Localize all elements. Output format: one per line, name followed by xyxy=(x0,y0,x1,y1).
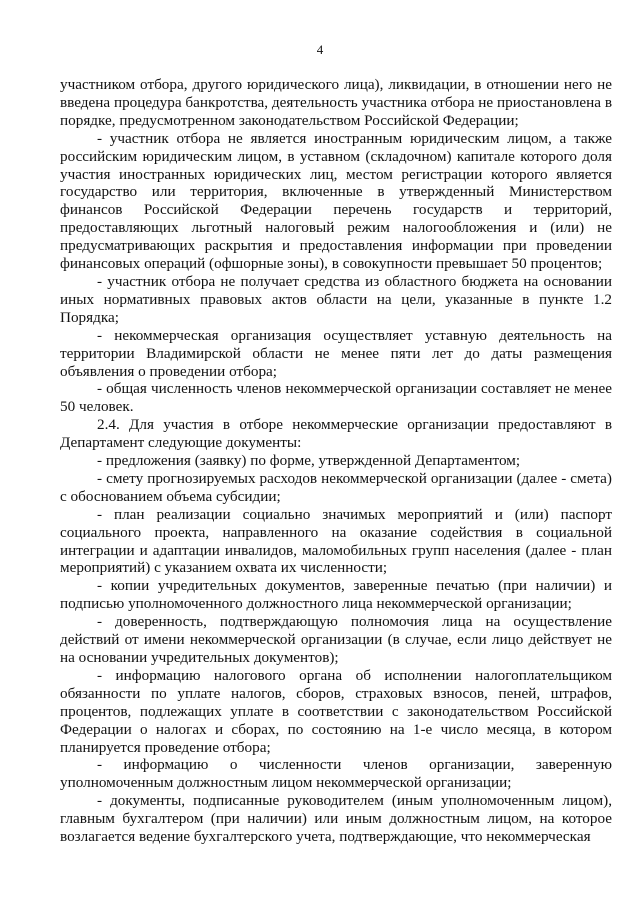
paragraph-member-count: - общая численность членов некоммерческой организации составляет не менее 50 человек. xyxy=(60,380,612,416)
page-number: 4 xyxy=(316,42,324,57)
paragraph-foreign-participation: - участник отбора не является иностранным юридическим лицом, а также российским юридическим лицом, в уставном (складочном) капитале которого доля участия иностранных юридических лиц, местом регистрации которого является государство или территория, включенные в утвержденный Министерством финансов Российской Федерации перечень государств и территорий, предоставляющих льготный налоговый режим налогообложения и (или) не предусматривающих раскрытия и предоставления информации при проведении финансовых операций (офшорные зоны), в совокупности превышает 50 процентов; xyxy=(60,129,612,273)
paragraph-activity-five-years: - некоммерческая организация осуществляет уставную деятельность на территории Владимирской области не менее пяти лет до даты размещения объявления о проведении отбора; xyxy=(60,326,612,380)
paragraph-cost-estimate: - смету прогнозируемых расходов некоммерческой организации (далее - смета) с обоснованием объема субсидии; xyxy=(60,469,612,505)
paragraph-tax-information: - информацию налогового органа об исполнении налогоплательщиком обязанности по уплате налогов, сборов, страховых взносов, пеней, штрафов, процентов, подлежащих уплате в соответствии с законодательством Российской Федерации о налогах и сборах, по состоянию на 1-е число месяца, в котором планируется проведение отбора; xyxy=(60,666,612,756)
paragraph-member-information: - информацию о численности членов организации, заверенную уполномоченным должностным лицом некоммерческой организации; xyxy=(60,756,612,792)
paragraph-no-other-budget-funds: - участник отбора не получает средства из областного бюджета на основании иных нормативных правовых актов области на цели, указанные в пункте 1.2 Порядка; xyxy=(60,272,612,326)
paragraph-founding-documents: - копии учредительных документов, заверенные печатью (при наличии) и подписью уполномоченного должностного лица некоммерческой организации; xyxy=(60,577,612,613)
document-body xyxy=(60,76,612,846)
paragraph-power-of-attorney: - доверенность, подтверждающую полномочия лица на осуществление действий от имени некоммерческой организации (в случае, если лицо действует не на основании учредительных документов); xyxy=(60,613,612,666)
paragraph-section-2-4: 2.4. Для участия в отборе некоммерческие организации предоставляют в Департамент следующие документы: xyxy=(60,416,612,452)
paragraph-application: - предложения (заявку) по форме, утвержденной Департаментом; xyxy=(97,452,521,470)
paragraph-action-plan: - план реализации социально значимых мероприятий и (или) паспорт социального проекта, направленного на оказание содействия в социальной интеграции и адаптации инвалидов, маломобильных групп населения (далее - план мероприятий) с указанием охвата их численности; xyxy=(60,505,612,577)
paragraph-accounting-documents: - документы, подписанные руководителем (иным уполномоченным лицом), главным бухгалтером (при наличии) или иным должностным лицом, на которое возлагается ведение бухгалтерского учета, подтверждающие, что некоммерческая xyxy=(60,792,612,846)
paragraph-continuation: участником отбора, другого юридического лица), ликвидации, в отношении него не введена процедура банкротства, деятельность участника отбора не приостановлена в порядке, предусмотренном законодательством Российской Федерации; xyxy=(60,76,612,129)
